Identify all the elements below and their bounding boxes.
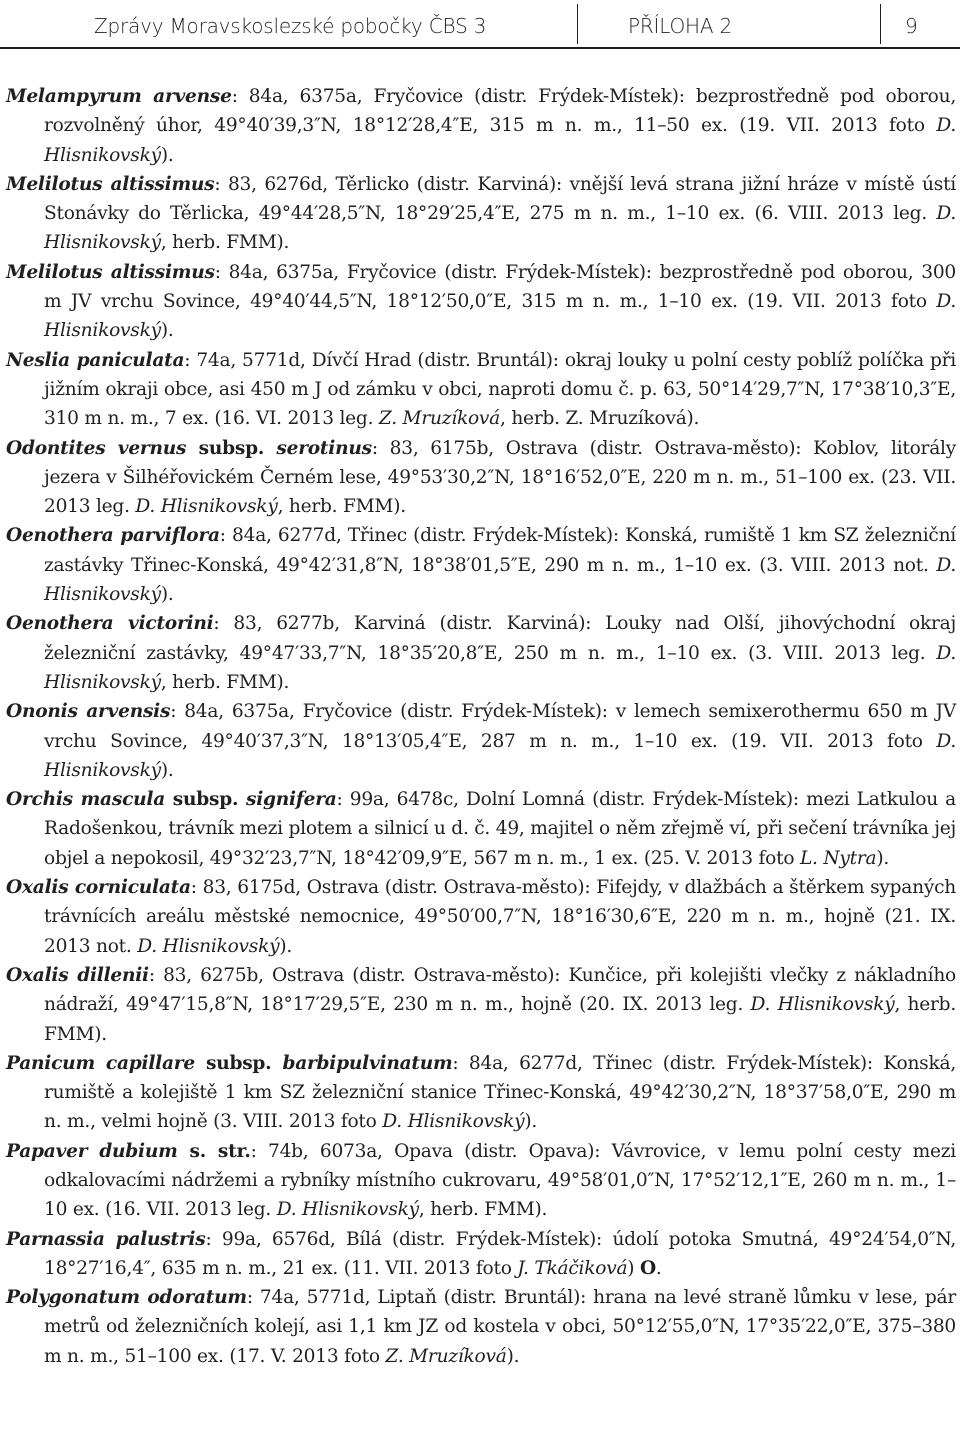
record-tail: , herb. FMM). <box>277 496 406 518</box>
record-tail: ). <box>876 847 890 869</box>
species-record <box>6 609 956 697</box>
collector-name: D. Hlisnikovský <box>44 291 956 342</box>
record-tail: , herb. FMM). <box>160 232 290 254</box>
journal-title: Zprávy Moravskoslezské pobočky ČBS 3 <box>94 14 487 38</box>
species-record <box>6 1225 956 1284</box>
species-name: Odontites vernus <box>6 437 187 459</box>
species-record <box>6 82 956 170</box>
rank-abbreviation: subsp. <box>186 437 277 459</box>
record-tail: ). <box>160 144 174 166</box>
species-record <box>6 1137 956 1225</box>
species-name: Papaver dubium <box>6 1140 178 1162</box>
species-record <box>6 697 956 785</box>
record-text: : 83, 6175b, Ostrava (distr. Ostrava-město): Koblov, litorály jezera v Šilhéřovickém Černém lese, 49°53′30,2″N, 18°16′52,0″E, 220 m n. m., 51–100 ex. (23. VII. 2013 leg. <box>44 437 956 518</box>
species-record <box>6 346 956 434</box>
species-name: Ononis arvensis <box>6 701 171 723</box>
collector-name: D. Hlisnikovský <box>135 496 278 518</box>
species-record <box>6 258 956 346</box>
record-text: : 99a, 6478c, Dolní Lomná (distr. Frýdek-Místek): mezi Latkulou a Radošenkou, trávník mezi plotem a silnicí u d. č. 49, majitel o něm zřejmě ví, při sečení trávníka jej objel a nepokosil, 49°32′23,7″N, 18°42′09,9″E, 567 m n. m., 1 ex. (25. V. 2013 foto <box>44 789 957 869</box>
species-name: Oxalis corniculata <box>6 877 191 899</box>
record-text: : 84a, 6375a, Fryčovice (distr. Frýdek-Místek): v lemech semixerothermu 650 m JV vrchu Sovince, 49°40′37,3″N, 18°13′05,4″E, 287 m n. m., 1–10 ex. (19. VII. 2013 foto <box>44 701 956 752</box>
rank-abbreviation: subsp. <box>165 789 246 811</box>
infraspecific-name: barbipulvinatum <box>282 1052 453 1074</box>
record-tail: ). <box>279 935 293 957</box>
record-tail: ) <box>627 1257 640 1279</box>
record-tail: , herb. Z. Mruzíková). <box>500 408 700 430</box>
collector-name: D. Hlisnikovský <box>276 1199 419 1221</box>
collector-name: J. Tkáčiková <box>517 1257 628 1279</box>
species-record <box>6 521 956 609</box>
species-name: Panicum capillare <box>6 1052 195 1074</box>
species-name: Oenothera victorini <box>6 613 214 635</box>
record-tail: ). <box>506 1345 520 1367</box>
species-record <box>6 434 956 522</box>
collector-name: D. Hlisnikovský <box>750 994 895 1016</box>
special-mark: O <box>639 1257 656 1279</box>
rank-abbreviation: subsp. <box>194 1052 283 1074</box>
species-name: Oxalis dillenii <box>6 964 149 986</box>
record-text: : 74a, 5771d, Liptaň (distr. Bruntál): hrana na levé straně lůmku v lese, pár metrů od železničních kolejí, asi 1,1 km JZ od kostela v obci, 50°12′55,0″N, 17°35′22,0″E, 375–380 m n. m., 51–100 ex. (17. V. 2013 foto <box>44 1287 957 1367</box>
header-divider <box>880 4 881 44</box>
species-name: Orchis mascula <box>6 789 166 811</box>
species-name: Parnassia palustris <box>6 1228 206 1250</box>
rank-abbreviation: s. str. <box>177 1140 251 1162</box>
record-text: : 83, 6277b, Karviná (distr. Karviná): Louky nad Olší, jihovýchodní okraj železniční zastávky, 49°47′33,7″N, 18°35′20,8″E, 250 m n. m., 1–10 ex. (3. VIII. 2013 leg. <box>44 613 956 664</box>
species-record <box>6 785 956 873</box>
species-name: Oenothera parviflora <box>6 525 220 547</box>
record-text: : 84a, 6375a, Fryčovice (distr. Frýdek-Místek): bezprostředně pod oborou, 300 m JV vrchu Sovince, 49°40′44,5″N, 18°12′50,0″E, 315 m n. m., 1–10 ex. (19. VII. 2013 foto <box>44 261 956 313</box>
species-name: Polygonatum odoratum <box>6 1287 247 1309</box>
species-name: Melilotus altissimus <box>6 261 215 283</box>
record-tail: ). <box>160 584 174 606</box>
collector-name: D. Hlisnikovský <box>44 642 956 693</box>
record-text: : 84a, 6277d, Třinec (distr. Frýdek-Místek): Konská, rumiště a kolejiště 1 km SZ železniční stanice Třinec-Konská, 49°42′30,2″N, 18°37′58,0″E, 290 m n. m., velmi hojně (3. VIII. 2013 foto <box>44 1052 956 1133</box>
collector-name: Z. Mruzíková <box>378 408 501 430</box>
record-text: : 83, 6175d, Ostrava (distr. Ostrava-město): Fifejdy, v dlažbách a štěrkem sypaných trávnících areálu městské nemocnice, 49°50′00,7″N, 18°16′30,6″E, 220 m n. m., hojně (21. IX. 2013 not. <box>44 877 956 957</box>
species-records <box>6 82 956 1371</box>
collector-name: L. Nytra <box>799 847 877 869</box>
species-record <box>6 1283 956 1371</box>
collector-name: D. Hlisnikovský <box>44 115 956 166</box>
species-record <box>6 961 956 1049</box>
header-rule <box>0 47 960 49</box>
attachment-label: PŘÍLOHA 2 <box>628 14 733 38</box>
record-tail: ). <box>524 1111 538 1133</box>
record-text: : 83, 6275b, Ostrava (distr. Ostrava-město): Kunčice, při kolejišti vlečky z nákladního nádraží, 49°47′15,8″N, 18°17′29,5″E, 230 m n. m., hojně (20. IX. 2013 leg. <box>44 964 957 1016</box>
infraspecific-name: signifera <box>246 789 337 811</box>
page-header <box>0 0 960 48</box>
record-tail: ). <box>160 320 174 342</box>
record-tail: ). <box>160 759 174 781</box>
species-record <box>6 873 956 961</box>
species-name: Melilotus altissimus <box>6 173 215 195</box>
collector-name: Z. Mruzíková <box>385 1345 507 1367</box>
record-text: : 74b, 6073a, Opava (distr. Opava): Vávrovice, v lemu polní cesty mezi odkalovacími nádržemi a rybníky místního cukrovaru, 49°58′01,0″N, 17°52′12,1″E, 260 m n. m., 1–10 ex. (16. VII. 2013 leg. <box>44 1140 956 1221</box>
record-text: : 84a, 6277d, Třinec (distr. Frýdek-Místek): Konská, rumiště 1 km SZ železniční zastávky Třinec-Konská, 49°42′31,8″N, 18°38′01,5″E, 290 m n. m., 1–10 ex. (3. VIII. 2013 not. <box>44 525 957 576</box>
record-tail: , herb. FMM). <box>44 994 956 1045</box>
collector-name: D. Hlisnikovský <box>382 1111 525 1133</box>
header-divider <box>577 4 578 44</box>
collector-name: D. Hlisnikovský <box>44 203 956 254</box>
record-tail: . <box>655 1257 662 1279</box>
record-tail: , herb. FMM). <box>418 1199 548 1221</box>
collector-name: D. Hlisnikovský <box>44 554 956 606</box>
species-name: Neslia paniculata <box>6 349 185 371</box>
species-record <box>6 1049 956 1137</box>
collector-name: D. Hlisnikovský <box>137 935 280 957</box>
page-number: 9 <box>905 14 918 38</box>
infraspecific-name: serotinus <box>276 437 372 459</box>
species-name: Melampyrum arvense <box>6 86 232 107</box>
record-tail: , herb. FMM). <box>160 671 290 693</box>
record-text: : 99a, 6576d, Bílá (distr. Frýdek-Místek): údolí potoka Smutná, 49°24′54,0″N, 18°27′16,4″, 635 m n. m., 21 ex. (11. VII. 2013 foto <box>44 1228 956 1279</box>
record-text: : 84a, 6375a, Fryčovice (distr. Frýdek-Místek): bezprostředně pod oborou, rozvolněný úhor, 49°40′39,3″N, 18°12′28,4″E, 315 m n. m., 11–50 ex. (19. VII. 2013 foto <box>44 86 957 137</box>
record-text: : 74a, 5771d, Dívčí Hrad (distr. Bruntál): okraj louky u polní cesty poblíž políčka při jižním okraji obce, asi 450 m J od zámku v obci, naproti domu č. p. 63, 50°14′29,7″N, 17°38′10,3″E, 310 m n. m., 7 ex. (16. VI. 2013 leg. <box>44 349 956 430</box>
collector-name: D. Hlisnikovský <box>44 730 956 781</box>
record-text: : 83, 6276d, Těrlicko (distr. Karviná): vnější levá strana jižní hráze v místě ústí Stonávky do Těrlicka, 49°44′28,5″N, 18°29′25,4″E, 275 m n. m., 1–10 ex. (6. VIII. 2013 leg. <box>44 173 956 225</box>
species-record <box>6 170 956 258</box>
